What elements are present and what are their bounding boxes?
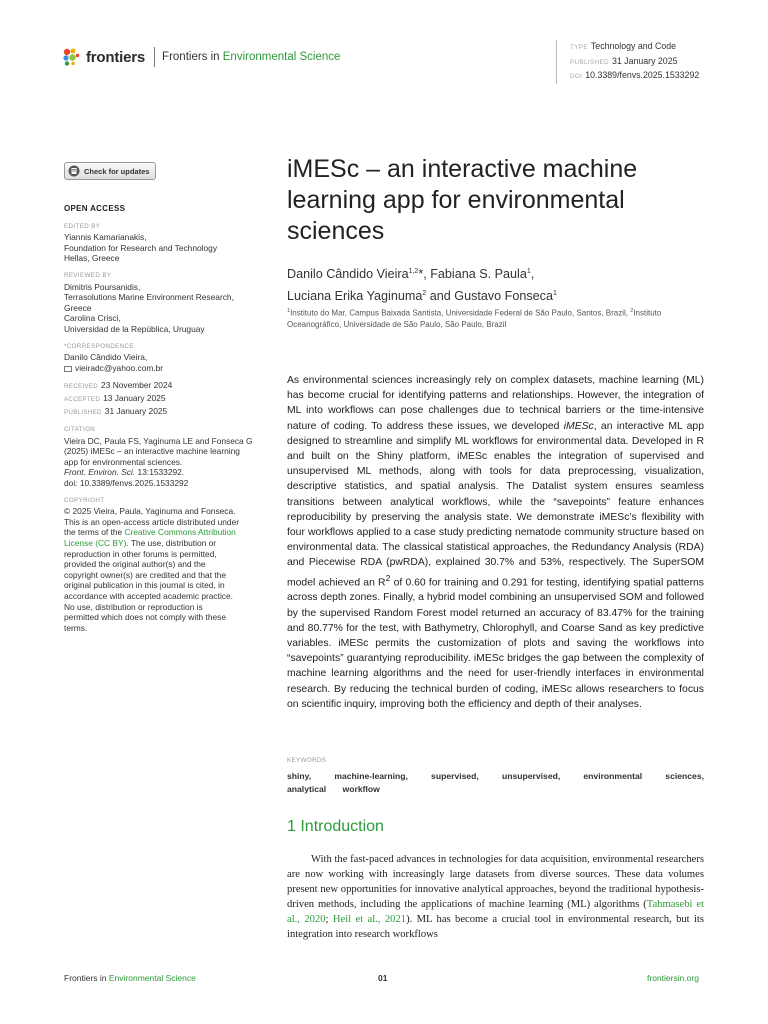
reviewer-line: Terrasolutions Marine Environment Research, bbox=[64, 292, 234, 303]
copyright-label: COPYRIGHT bbox=[64, 496, 105, 504]
article-sidebar bbox=[64, 204, 264, 633]
journal-name-highlight: Environmental Science bbox=[222, 51, 341, 63]
meta-published-label: PUBLISHED bbox=[570, 58, 609, 66]
citation-journal: Front. Environ. Sci. bbox=[64, 467, 136, 478]
meta-published-value: 31 January 2025 bbox=[611, 55, 678, 66]
citation-journal-line bbox=[64, 467, 264, 478]
author-affiliation-mark: 1,2 bbox=[408, 268, 419, 275]
received-date: 23 November 2024 bbox=[101, 380, 173, 391]
article-title: iMESc – an interactive machine learning app for environmental sciences bbox=[287, 155, 638, 245]
reviewer-line: Greece bbox=[64, 302, 92, 313]
accepted-row bbox=[64, 393, 264, 406]
footer-journal-prefix: Frontiers in bbox=[64, 973, 109, 983]
affiliation-text: Instituto Oceanográfico, Universidade de São Paulo, São Paulo, Brazil bbox=[287, 308, 662, 329]
abstract-text: of 0.60 for training and 0.291 for testing, identifying spatial patterns across depth zones. Finally, a hybrid model combining an unsupervised SOM and followed by the supervised Random Forest model returned an accuracy of 83.47% for the training and 80.77% for the test, with Bathymetry, Chlorophyll, and Coarse Sand as key predictive variables. iMESc permits the customization of plots and saving the workflows into “savepoints” guarantying reproducibility. iMESc bridges the gap between the complexity of machine learning algorithms and the need for user-friendly interfaces in environmental research. By reducing the technical burden of coding, iMESc allows researchers to focus on scientific inquiry, improving both the efficiency and depth of their analyses. bbox=[287, 577, 704, 710]
journal-prefix: Frontiers in bbox=[162, 51, 223, 63]
author-name[interactable]: Fabiana S. Paula bbox=[430, 267, 527, 282]
reviewer-line: Dimitris Poursanidis, bbox=[64, 281, 141, 292]
introduction-body bbox=[287, 852, 704, 942]
correspondence-name: Danilo Cândido Vieira, bbox=[64, 352, 148, 363]
meta-doi-label: DOI bbox=[570, 73, 583, 80]
cc-by-link[interactable]: License (CC BY) bbox=[64, 538, 127, 549]
page-number: 01 bbox=[378, 973, 388, 983]
intro-text: With the fast-paced advances in technologies for data acquisition, environmental researchers are now working with increasingly large datasets from diverse sources. These data volumes present new opportunities for innovative analytical approaches, beyond the traditional hypothesis-driven methods, including the applications of machine learning (ML) algorithms ( bbox=[287, 854, 704, 910]
correspondence-email-row[interactable] bbox=[64, 363, 264, 374]
abstract-text: As environmental sciences increasingly rely on complex datasets, machine learning (ML) has become crucial for identifying patterns and relationships. However, the integration of ML into workflows can pose challenges due to technical barriers or the time-intensive nature of coding. To address these issues, we developed bbox=[287, 375, 704, 432]
copyright-line: original publication in this journal is cited, in bbox=[64, 580, 225, 591]
author-separator: and bbox=[426, 289, 455, 304]
author-name[interactable]: Luciana Erika Yaginuma bbox=[287, 289, 423, 304]
editor-line: Yiannis Kamarianakis, bbox=[64, 232, 147, 243]
received-label: RECEIVED bbox=[64, 383, 99, 391]
keywords: shiny, machine-learning, supervised, unsupervised, environmental sciences, analytical workflow bbox=[287, 771, 704, 794]
copyright-line: permitted which does not comply with these bbox=[64, 612, 226, 623]
author-correspondence-mark: * bbox=[418, 267, 424, 282]
copyright-line: This is an open-access article distributed under bbox=[64, 516, 240, 527]
accepted-date: 13 January 2025 bbox=[103, 392, 166, 403]
citation-line: Vieira DC, Paula FS, Yaginuma LE and Fonseca G bbox=[64, 435, 253, 446]
citation-line: app for environmental sciences. bbox=[64, 456, 183, 467]
check-updates-icon bbox=[68, 165, 80, 177]
article-meta bbox=[556, 40, 699, 84]
journal-name[interactable] bbox=[162, 51, 340, 63]
intro-text: ). ML has become a crucial tool in environmental research, but its integration into research workflows bbox=[287, 914, 705, 940]
meta-type-value: Technology and Code bbox=[590, 41, 677, 51]
editor-line: Foundation for Research and Technology bbox=[64, 242, 218, 253]
edited-by-label: EDITED BY bbox=[64, 222, 101, 230]
meta-doi-value[interactable]: 10.3389/fenvs.2025.1533292 bbox=[585, 70, 700, 80]
frontiers-logo-icon bbox=[62, 47, 82, 67]
copyright-after-link: . The use, distribution or bbox=[126, 538, 217, 549]
open-access-label: OPEN ACCESS bbox=[64, 204, 126, 213]
footer-journal-name: Environmental Science bbox=[108, 973, 196, 983]
meta-published bbox=[570, 55, 699, 70]
check-for-updates-button[interactable] bbox=[64, 162, 156, 180]
author-name[interactable]: Gustavo Fonseca bbox=[454, 289, 553, 304]
editor-line: Hellas, Greece bbox=[64, 253, 120, 264]
received-row bbox=[64, 380, 264, 393]
author-affiliation-mark: 1 bbox=[526, 268, 531, 275]
copyright-line: © 2025 Vieira, Paula, Yaginuma and Fonseca. bbox=[64, 506, 236, 517]
header-divider bbox=[154, 47, 155, 67]
check-for-updates-label: Check for updates bbox=[84, 166, 150, 176]
abstract-text: , an interactive ML app designed to streamline and simplify ML workflows for environmental data. Developed in R and built on the Shiny platform, iMESc enables the integration of supervised and unsupervised ML methods, along with tools for data preprocessing, visualization, descriptive statistics, and spatial analysis. The Datalist system ensures seamless transitions between analytical workflows, while the “savepoints” feature enhances reproducibility by preserving the analysis state. We demonstrate iMESc’s flexibility with four workflows applied to a case study predicting nematode community structure based on environmental data. The classical statistical approaches, the Redundancy Analysis (RDA) and Piecewise RDA (pwRDA), explained 30.7% and 53%, respectively. The SuperSOM model achieved an R bbox=[287, 420, 704, 589]
reviewed-by-label: REVIEWED BY bbox=[64, 271, 112, 279]
copyright-link-prefix: the terms of the bbox=[64, 527, 125, 538]
copyright-line: accordance with accepted academic practice. bbox=[64, 591, 233, 601]
abstract-superscript: 2 bbox=[385, 572, 391, 583]
copyright-line: terms. bbox=[64, 622, 88, 633]
copyright-line: reproduction in other forums is permitted, bbox=[64, 548, 217, 559]
mail-icon bbox=[64, 366, 72, 372]
author-name[interactable]: Danilo Cândido Vieira bbox=[287, 267, 409, 282]
affiliation-mark: 1 bbox=[287, 308, 291, 314]
citation-link[interactable]: Tahmasebi et al., 2020 bbox=[287, 899, 704, 925]
correspondence-label: *CORRESPONDENCE bbox=[64, 342, 134, 350]
published-label: PUBLISHED bbox=[64, 408, 102, 416]
footer-site-link[interactable]: frontiersin.org bbox=[647, 973, 699, 983]
keywords-label: KEYWORDS bbox=[287, 757, 327, 764]
abstract-app-name: iMESc bbox=[563, 420, 594, 432]
abstract bbox=[287, 373, 704, 712]
published-row bbox=[64, 406, 264, 419]
accepted-label: ACCEPTED bbox=[64, 395, 101, 403]
intro-text: ; bbox=[325, 914, 333, 925]
published-date: 31 January 2025 bbox=[104, 405, 168, 416]
copyright-link-line bbox=[64, 527, 264, 538]
citation-line: (2025) iMESc – an interactive machine learning bbox=[64, 446, 240, 457]
citation-doi[interactable]: doi: 10.3389/fenvs.2025.1533292 bbox=[64, 478, 189, 489]
footer-journal[interactable] bbox=[64, 973, 196, 983]
meta-type bbox=[570, 40, 699, 55]
affiliations bbox=[287, 306, 707, 330]
copyright-line: No use, distribution or reproduction is bbox=[64, 601, 203, 612]
reviewer-line: Universidad de la República, Uruguay bbox=[64, 323, 205, 334]
citation-label: CITATION bbox=[64, 426, 96, 434]
affiliation-mark: 2 bbox=[630, 308, 634, 314]
meta-type-label: TYPE bbox=[570, 44, 588, 51]
reviewer-line: Carolina Crisci, bbox=[64, 313, 121, 324]
correspondence-email[interactable]: vieiradc@yahoo.com.br bbox=[75, 362, 164, 373]
author-list bbox=[287, 262, 707, 306]
author-affiliation-mark: 2 bbox=[422, 290, 427, 298]
meta-doi[interactable] bbox=[570, 69, 699, 84]
citation-volume: 13:1533292. bbox=[135, 467, 185, 478]
frontiers-logo-text: frontiers bbox=[86, 48, 146, 66]
author-separator: , bbox=[530, 267, 535, 282]
copyright-line: copyright owner(s) are credited and that the bbox=[64, 569, 227, 580]
affiliation-text: Instituto do Mar, Campus Baixada Santista, Universidade Federal de São Paulo, Santos, Brazil, bbox=[290, 308, 631, 318]
author-separator: , bbox=[423, 267, 431, 282]
copyright-line: provided the original author(s) and the bbox=[64, 559, 206, 570]
copyright-link-line-2 bbox=[64, 538, 264, 549]
section-heading-introduction: 1 Introduction bbox=[287, 818, 384, 835]
citation-link[interactable]: Heil et al., 2021 bbox=[332, 914, 407, 925]
cc-license-link[interactable]: Creative Commons Attribution bbox=[124, 527, 236, 538]
author-affiliation-mark: 1 bbox=[552, 290, 557, 298]
frontiers-logo[interactable] bbox=[62, 46, 340, 68]
